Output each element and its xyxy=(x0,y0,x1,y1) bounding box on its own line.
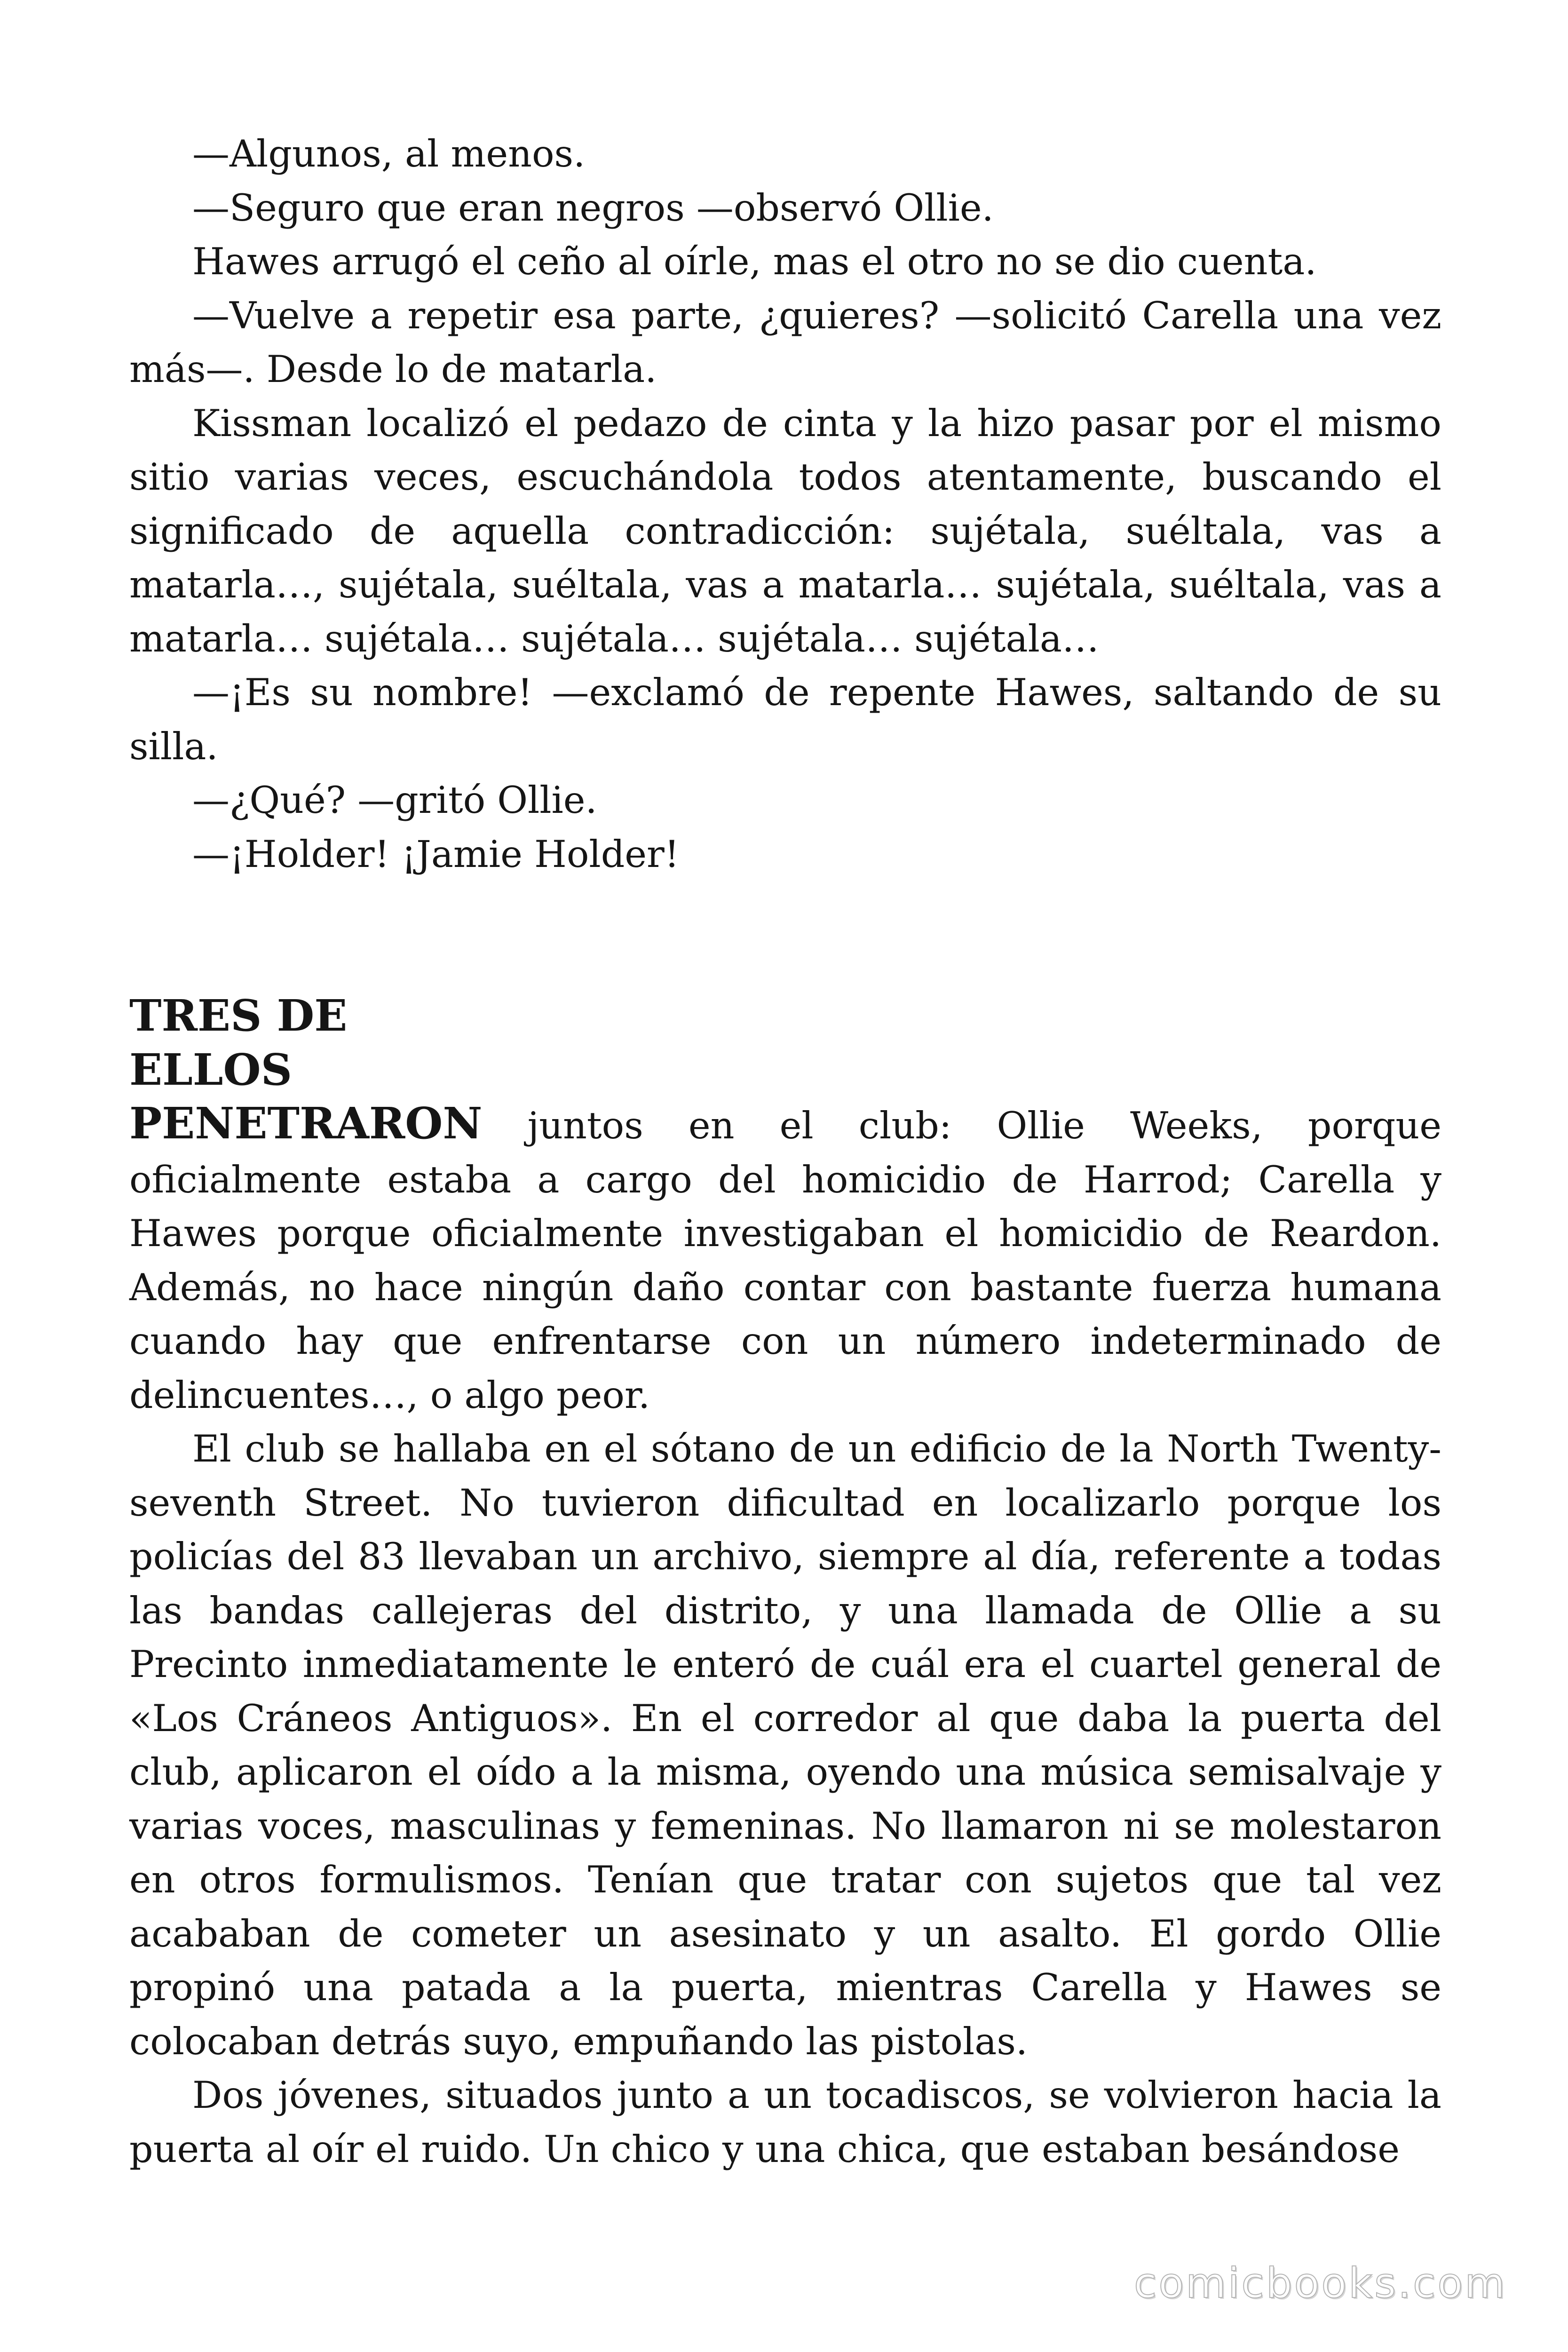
section-break xyxy=(129,881,1441,989)
paragraph: El club se hallaba en el sótano de un edificio de la North Twenty-seventh Street. No tuvieron dificultad en localizarlo porque los policías del 83 llevaban un archivo, siempre al día, referente a todas las bandas callejeras del distrito, y una llamada de Ollie a su Precinto inmediatamente le enteró de cuál era el cuartel general de «Los Cráneos Antiguos». En el corredor al que daba la puerta del club, aplicaron el oído a la misma, oyendo una música semisalvaje y varias voces, masculinas y femeninas. No llamaron ni se molestaron en otros formulismos. Tenían que tratar con sujetos que tal vez acababan de cometer un asesinato y un asalto. El gordo Ollie propinó una patada a la puerta, mientras Carella y Hawes se colocaban detrás suyo, empuñando las pistolas. xyxy=(129,1427,1441,2063)
paragraph: —¡Holder! ¡Jamie Holder! xyxy=(192,832,680,876)
paragraph: Dos jóvenes, situados junto a un tocadiscos, se volvieron hacia la puerta al oír el ruido. Un chico y una chica, que estaban besándose xyxy=(129,2074,1441,2171)
paragraph: —Vuelve a repetir esa parte, ¿quieres? —solicitó Carella una vez más—. Desde lo de matarla. xyxy=(129,294,1441,391)
paragraph: —¿Qué? —gritó Ollie. xyxy=(192,779,597,822)
paragraph: —Algunos, al menos. xyxy=(192,132,586,175)
paragraph: Kissman localizó el pedazo de cinta y la hizo pasar por el mismo sitio varias veces, escuchándola todos atentamente, buscando el significado de aquella contradicción: sujétala, suéltala, vas a matarla…, sujétala, suéltala, vas a matarla… sujétala, suéltala, vas a matarla… sujétala… sujétala… sujétala… sujétala… xyxy=(129,401,1441,660)
chapter-first-paragraph-text: juntos en el club: Ollie Weeks, porque oficialmente estaba a cargo del homicidio de Harrod; Carella y Hawes porque oficialmente investigaban el homicidio de Reardon. Además, no hace ningún daño contar con bastante fuerza humana cuando hay que enfrentarse con un número indeterminado de delincuentes…, o algo peor. xyxy=(129,1104,1441,1417)
chapter-heading-line-1: TRES DE xyxy=(129,990,348,1041)
paragraph: —Seguro que eran negros —observó Ollie. xyxy=(192,186,994,230)
paragraph: Hawes arrugó el ceño al oírle, mas el otro no se dio cuenta. xyxy=(192,240,1317,283)
chapter-heading-line-2: ELLOS xyxy=(129,1044,293,1095)
chapter-first-paragraph xyxy=(129,1097,1441,1422)
watermark-logo: comicbooks.com xyxy=(1133,2259,1507,2307)
page-body xyxy=(129,127,1441,2176)
paragraph: —¡Es su nombre! —exclamó de repente Hawes, saltando de su silla. xyxy=(129,671,1441,768)
chapter-lead-word: PENETRARON xyxy=(129,1098,483,1149)
